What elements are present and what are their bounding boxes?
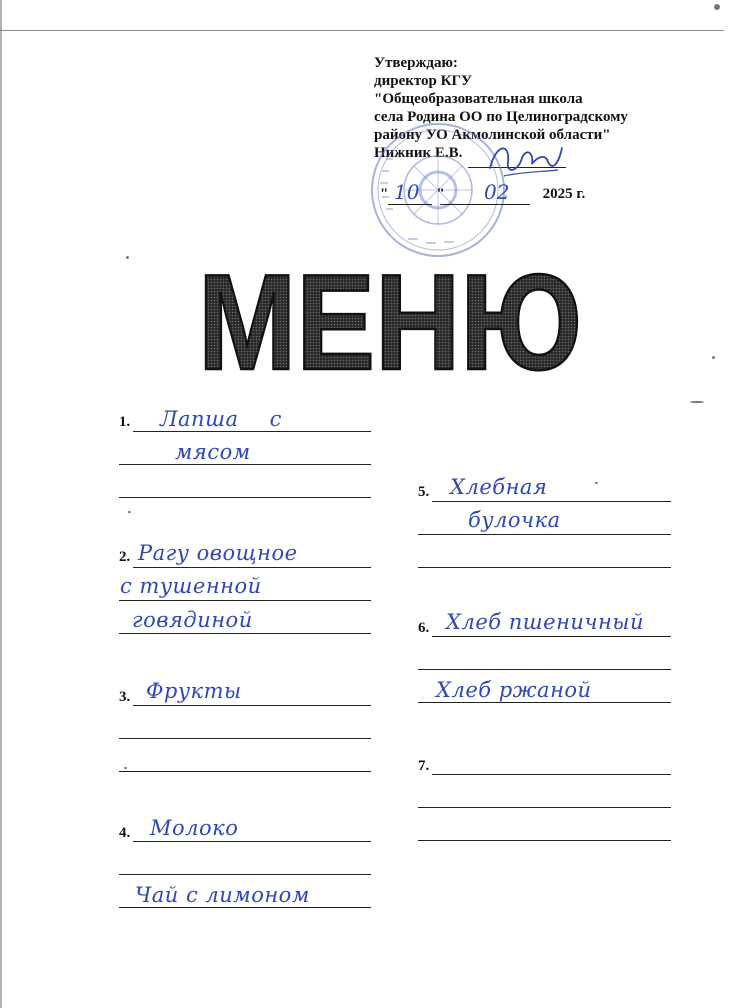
date-month: 02 — [484, 180, 510, 204]
item-2-text-3: говядиной — [132, 608, 253, 632]
scan-speck — [128, 511, 131, 513]
item-4-text-3: Чай с лимоном — [135, 883, 310, 907]
item-7-line-2 — [418, 807, 671, 808]
approval-school-line3: району УО Акмолинской области" — [374, 127, 611, 143]
item-5-text-1: Хлебная — [450, 475, 548, 499]
item-4-line-2 — [119, 874, 371, 875]
item-6-text-3: Хлеб ржаной — [436, 678, 592, 702]
approval-director-name: Нижник Е.В. — [374, 145, 463, 161]
item-3-line-3 — [119, 771, 371, 772]
item-3-text-1: Фрукты — [146, 679, 242, 703]
item-5-number: 5. — [418, 484, 430, 500]
approval-position: директор КГУ — [374, 73, 473, 89]
signature-icon — [486, 138, 566, 182]
item-6-text-1: Хлеб пшеничный — [446, 610, 644, 634]
item-1-line-2 — [119, 464, 371, 465]
date-close-quote: " — [436, 186, 445, 202]
scan-speck — [124, 767, 127, 769]
item-6-line-1 — [432, 636, 671, 637]
item-1-text-1: Лапша с — [160, 407, 282, 431]
item-2-text-2: с тушенной — [120, 574, 262, 598]
menu-title — [195, 246, 585, 398]
scan-speck — [714, 4, 720, 10]
item-1-line-1 — [133, 431, 371, 432]
item-2-line-1 — [133, 567, 371, 568]
scan-speck — [712, 356, 715, 359]
menu-title-text: МЕНЮ — [198, 246, 582, 398]
date-open-quote: " — [380, 186, 389, 202]
date-day-line — [388, 204, 432, 205]
approval-heading: Утверждаю: — [374, 55, 458, 71]
item-3-line-1 — [133, 705, 371, 706]
item-6-line-3 — [418, 702, 671, 703]
page-edge — [0, 0, 2, 1008]
item-6-line-2 — [418, 669, 671, 670]
item-2-line-2 — [119, 600, 371, 601]
date-month-line — [440, 204, 530, 205]
scan-speck — [126, 256, 129, 259]
scan-speck — [595, 482, 598, 484]
item-1-number: 1. — [119, 414, 131, 430]
approval-school-line1: "Общеобразовательная школа — [374, 91, 583, 107]
item-6-number: 6. — [418, 620, 430, 636]
scan-speck — [690, 401, 704, 403]
approval-school-line2: села Родина ОО по Целиноградскому — [374, 109, 628, 125]
top-rule — [0, 30, 724, 31]
approval-year: 2025 г. — [542, 186, 586, 202]
item-5-line-1 — [432, 501, 671, 502]
item-2-line-3 — [119, 633, 371, 634]
item-3-line-2 — [119, 738, 371, 739]
item-7-line-1 — [432, 774, 671, 775]
item-1-line-3 — [119, 497, 371, 498]
item-4-line-1 — [133, 841, 371, 842]
item-5-line-2 — [418, 534, 671, 535]
item-3-number: 3. — [119, 689, 131, 705]
item-2-number: 2. — [119, 549, 131, 565]
item-1-text-2: мясом — [175, 440, 251, 464]
item-5-line-3 — [418, 567, 671, 568]
item-5-text-2: булочка — [468, 508, 561, 532]
item-7-line-3 — [418, 840, 671, 841]
item-4-text-1: Молоко — [150, 816, 239, 840]
item-4-line-3 — [119, 907, 371, 908]
item-2-text-1: Рагу овощное — [138, 541, 298, 565]
date-day: 10 — [394, 180, 420, 204]
item-7-number: 7. — [418, 758, 430, 774]
item-4-number: 4. — [119, 825, 131, 841]
